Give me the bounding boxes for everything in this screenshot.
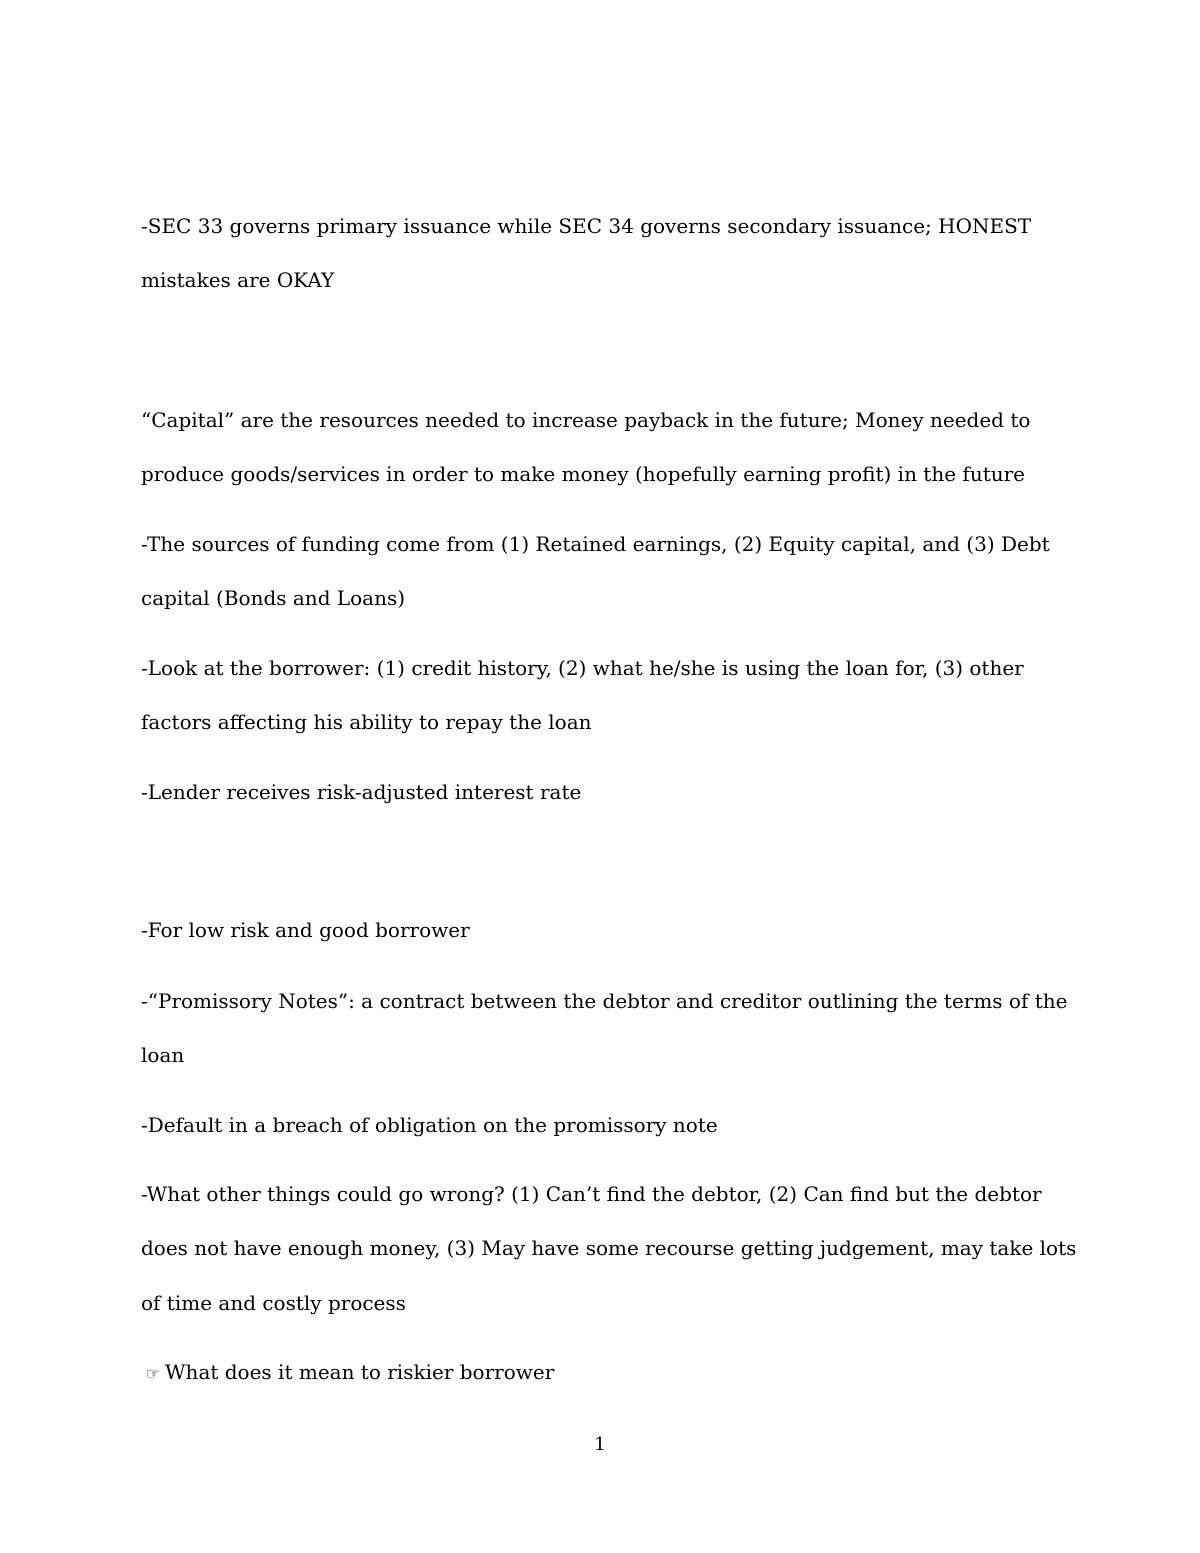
paragraph-9-line-1: -What other things could go wrong? (1) Can’t find the debtor, (2) Can find but the debtor: [141, 1182, 1042, 1206]
paragraph-3-line-1: -The sources of funding come from (1) Retained earnings, (2) Equity capital, and (3) Debt: [141, 532, 1050, 556]
paragraph-3-line-2: capital (Bonds and Loans): [141, 586, 406, 610]
paragraph-7-line-2: loan: [141, 1043, 185, 1067]
paragraph-8-line-1: -Default in a breach of obligation on the promissory note: [141, 1113, 718, 1137]
paragraph-2-line-2: produce goods/services in order to make money (hopefully earning profit) in the future: [141, 462, 1026, 486]
paragraph-9-line-2: does not have enough money, (3) May have some recourse getting judgement, may take lots: [141, 1236, 1077, 1260]
paragraph-5-line-1: -Lender receives risk-adjusted interest rate: [141, 780, 582, 804]
paragraph-1-line-1: -SEC 33 governs primary issuance while SEC 34 governs secondary issuance; HONEST: [141, 214, 1032, 238]
paragraph-1-line-2: mistakes are OKAY: [141, 268, 335, 292]
bullet-item: [141, 1360, 1071, 1386]
page-number: 1: [594, 1434, 606, 1455]
paragraph-7-line-1: -“Promissory Notes”: a contract between the debtor and creditor outlining the terms of the: [141, 989, 1068, 1013]
hand-pointer-icon: ☞: [145, 1363, 161, 1383]
paragraph-2-line-1: “Capital” are the resources needed to increase payback in the future; Money needed to: [141, 408, 1031, 432]
paragraph-9-line-3: of time and costly process: [141, 1291, 406, 1315]
paragraph-6-line-1: -For low risk and good borrower: [141, 918, 470, 942]
paragraph-4-line-1: -Look at the borrower: (1) credit history, (2) what he/she is using the loan for, (3) other: [141, 656, 1024, 680]
paragraph-4-line-2: factors affecting his ability to repay the loan: [141, 710, 592, 734]
bullet-text: What does it mean to riskier borrower: [165, 1360, 555, 1384]
